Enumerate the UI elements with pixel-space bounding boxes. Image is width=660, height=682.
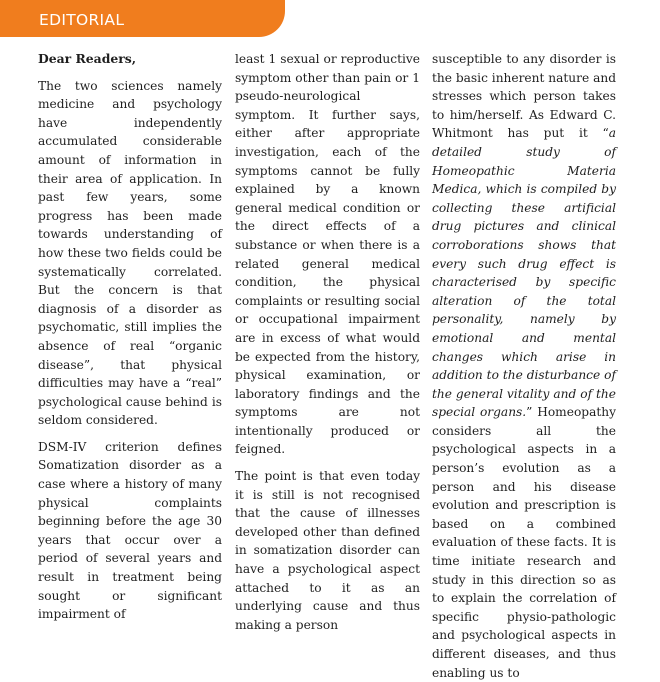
section-banner: [0, 0, 285, 37]
whitmont-quote: a detailed study of Homeopathic Materia Medica, which is compiled by collecting these artificial drug pictures and clinical corroborations shows that every such drug effect is characterised by specific alteration of the total personality, namely by emotional and mental changes which arise in addition to the disturbance of the general vitality and of the special organs.: [432, 126, 616, 420]
quote-intro-text: susceptible to any disorder is the basic inherent nature and stresses which person takes to him/herself. As Edward C. Whitmont has put it “: [432, 52, 616, 141]
article-column-3: [432, 50, 616, 680]
section-label: EDITORIAL: [39, 11, 125, 29]
quote-outro-text: ” Homeopathy considers all the psychological aspects in a person’s evolution as a person and his disease evolution and prescription is based on a combined evaluation of these facts. It is time initiate research and study in this direction so as to explain the correlation of specific physio-pathologic and psychological aspects in different diseases, and thus enabling us to: [432, 405, 616, 680]
paragraph-dsm-iv-continued: least 1 sexual or reproductive symptom other than pain or 1 pseudo-neurological symptom. It further says, either after appropriate investigation, each of the symptoms cannot be fully explained by a known general medical condition or the direct effects of a substance or when there is a related general medical condition, the physical complaints or resulting social or occupational impairment are in excess of what would be expected from the history, physical examination, or laboratory findings and the symptoms are not intentionally produced or feigned.: [235, 52, 420, 457]
article-column-1: [38, 50, 222, 622]
article-column-2: [235, 50, 420, 632]
paragraph-point: The point is that even today it is still is not recognised that the cause of illnesses developed other than defined in somatization disorder can have a psychological aspect attached to it as an underlying cause and thus making a person: [235, 469, 420, 632]
paragraph-intro: The two sciences namely medicine and psychology have independently accumulated considerable amount of information in their area of application. In past few years, some progress has been made towards understanding of how these two fields could be systematically correlated. But the concern is that diagnosis of a disorder as psychomatic, still implies the absence of real “organic disease”, that physical difficulties may have a “real” psychological cause behind is seldom considered.: [38, 78, 222, 428]
paragraph-whitmont: [432, 50, 616, 682]
paragraph-dsm-iv: DSM-IV criterion defines Somatization disorder as a case where a history of many physical complaints beginning before the age 30 years that occur over a period of several years and result in treatment being sought or significant impairment of: [38, 439, 222, 622]
salutation: Dear Readers,: [38, 51, 137, 66]
